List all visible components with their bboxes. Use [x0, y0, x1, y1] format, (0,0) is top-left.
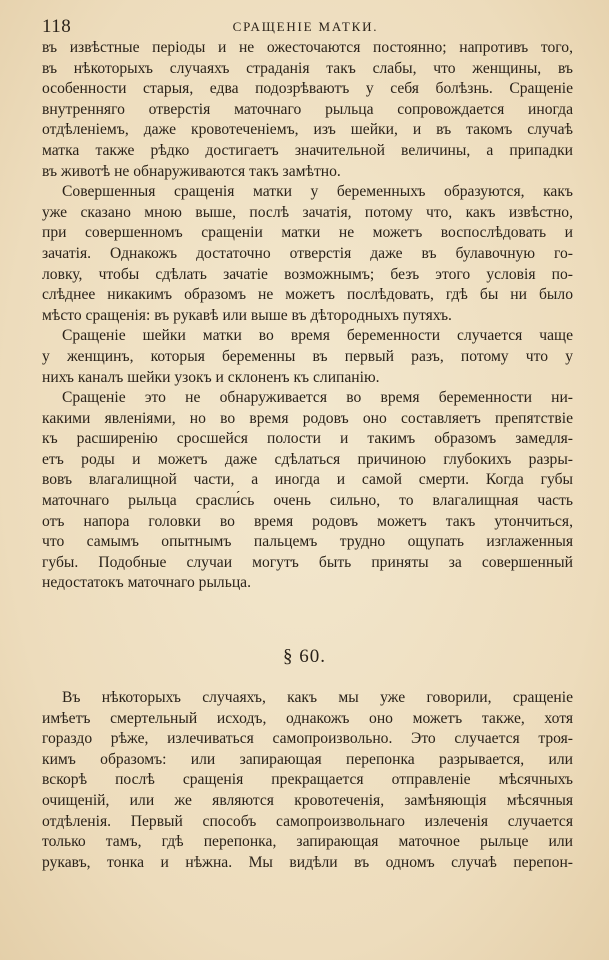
- text-line: етъ роды и можетъ даже сдѣлаться причиною глубокихъ разры-: [42, 450, 573, 468]
- text-line: въ нѣкоторыхъ случаяхъ страданія такъ слабы, что женщины, въ: [42, 59, 573, 77]
- text-line: какими явленіями, но во время родовъ оно составляетъ препятствіе: [42, 409, 573, 427]
- section-heading: § 60.: [283, 646, 326, 667]
- text-line: рукавъ, тонка и нѣжна. Мы видѣли въ одномъ случаѣ перепон-: [42, 853, 573, 871]
- text-line: матка также рѣдко достигаетъ значительной величины, а припадки: [42, 141, 573, 159]
- text-line: кимъ образомъ: или запирающая перепонка разрывается, или: [42, 750, 573, 768]
- page-number: 118: [42, 16, 72, 37]
- text-block-bottom: [42, 688, 573, 873]
- text-line: недостатокъ маточнаго рыльца.: [42, 574, 251, 592]
- text-line: при совершенномъ сращеніи матки не можетъ воспослѣдовать и: [42, 224, 573, 242]
- text-line: Совершенныя сращенія матки у беременныхъ образуются, какъ: [62, 183, 573, 201]
- text-line: ловку, чтобы сдѣлать зачатіе возможнымъ; безъ этого условія по-: [42, 265, 573, 283]
- text-line: зачатія. Однакожъ достаточно отверстія даже въ булавочную го-: [42, 244, 573, 262]
- text-line: вовъ влагалищной части, а иногда и самой смерти. Когда губы: [42, 471, 573, 489]
- text-line: у женщинъ, которыя беременны въ первый разъ, потому что у: [42, 347, 573, 365]
- text-line: имѣетъ смертельный исходъ, однакожъ оно можетъ также, хотя: [42, 709, 573, 727]
- text-line: губы. Подобные случаи могутъ быть приняты за совершенный: [42, 553, 573, 571]
- text-line: только тамъ, гдѣ перепонка, запирающая маточное рыльце или: [42, 833, 573, 851]
- running-title: СРАЩЕНІЕ МАТКИ.: [232, 19, 379, 34]
- page-header: [42, 14, 569, 40]
- text-line: особенности старыя, едва подозрѣваютъ у себя болѣзнь. Сращеніе: [42, 80, 573, 98]
- text-line: Сращеніе шейки матки во время беременности случается чаще: [62, 327, 573, 345]
- text-line: нихъ каналъ шейки узокъ и склоненъ къ слипанію.: [42, 368, 380, 386]
- text-line: отдѣленіемъ, даже кровотеченіемъ, изъ шейки, и въ такомъ случаѣ: [42, 121, 573, 139]
- text-line: въ извѣстные періоды и не ожесточаются постоянно; напротивъ того,: [42, 39, 573, 56]
- text-line: мѣсто сращенія: въ рукавѣ или выше въ дѣторoдныхъ путяхъ.: [42, 306, 452, 324]
- text-line: внутренняго отверстія маточнаго рыльца сопровождается иногда: [42, 100, 573, 118]
- text-line: въ животѣ не обнаруживаются такъ замѣтно.: [42, 162, 341, 180]
- text-line: уже сказано мною выше, послѣ зачатія, потому что, какъ извѣстно,: [42, 203, 573, 221]
- text-line: маточнаго рыльца срасли́сь очень сильно, то влагалищная часть: [42, 492, 573, 510]
- text-line: Сращеніе это не обнаруживается во время беременности ни-: [62, 389, 573, 407]
- text-block-top: [42, 38, 573, 594]
- text-line: отдѣленія. Первый способъ самопроизвольнаго излеченія случается: [42, 812, 573, 830]
- text-line: слѣднее никакимъ образомъ не можетъ послѣдовать, гдѣ бы ни было: [42, 286, 573, 304]
- text-line: очищеній, или же являются кровотеченія, замѣняющія мѣсячныя: [42, 791, 573, 809]
- text-line: вскорѣ послѣ сращенія прекращается отправленіе мѣсячныхъ: [42, 771, 573, 789]
- text-line: что самымъ опытнымъ пальцемъ трудно ощупать изглаженныя: [42, 533, 573, 551]
- text-line: къ расширенію сросшейся полости и такимъ образомъ замедля-: [42, 430, 573, 448]
- text-line: отъ напора головки во время родовъ можетъ такъ утончиться,: [42, 512, 573, 530]
- text-line: гораздо рѣже, излечиваться самопроизвольно. Это случается троя-: [42, 730, 573, 748]
- text-line: Въ нѣкоторыхъ случаяхъ, какъ мы уже говорили, сращеніе: [62, 689, 573, 706]
